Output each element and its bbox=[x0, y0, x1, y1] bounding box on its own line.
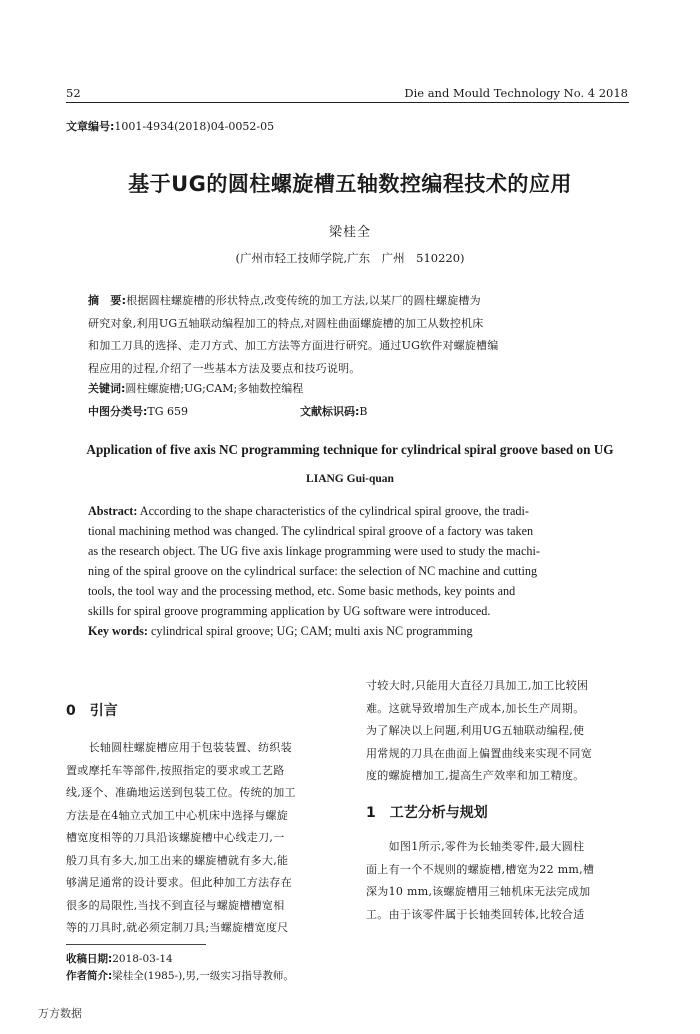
body-line: 置或摩托车等部件,按照指定的要求或工艺路 bbox=[66, 763, 285, 777]
body-line: 如图1所示,零件为长轴类零件,最大圆柱 bbox=[366, 840, 585, 853]
header-rule bbox=[66, 102, 629, 103]
keywords-en-label: Key words: bbox=[88, 624, 148, 638]
abstract-cn-line: 和加工刀具的选择、走刀方式、加工方法等方面进行研究。通过UG软件对螺旋槽编 bbox=[88, 339, 499, 352]
body-line: 寸较大时,只能用大直径刀具加工,加工比较困 bbox=[366, 679, 589, 692]
abstract-en-line: tional machining method was changed. The cylindrical spiral groove of a factory was taken bbox=[88, 524, 534, 538]
abstract-en bbox=[88, 501, 633, 641]
abstract-cn-line: 摘 要:根据圆柱螺旋槽的形状特点,改变传统的加工方法,以某厂的圆柱螺旋槽为 bbox=[88, 294, 481, 307]
body-line: 线,逐个、准确地运送到包装工位。传统的加工 bbox=[66, 786, 296, 799]
watermark: 万方数据 bbox=[38, 1007, 82, 1020]
abstract-cn bbox=[88, 290, 628, 380]
footnote-bio bbox=[66, 968, 294, 985]
article-number-label: 文章编号: bbox=[66, 120, 115, 133]
keywords-cn bbox=[88, 380, 303, 396]
received-date: 2018-03-14 bbox=[112, 953, 173, 965]
keywords-cn-value: 圆柱螺旋槽;UG;CAM;多轴数控编程 bbox=[125, 382, 304, 395]
keywords-en bbox=[88, 621, 633, 641]
received-label: 收稿日期: bbox=[66, 953, 113, 965]
body-line: 深为10 mm,该螺旋槽用三轴机床无法完成加 bbox=[366, 885, 591, 898]
section-1-body bbox=[366, 836, 636, 926]
abstract-en-line: as the research object. The UG five axis linkage programming were used to study the machi- bbox=[88, 544, 540, 558]
body-line: 为了解决以上问题,利用UG五轴联动编程,使 bbox=[366, 724, 585, 737]
abstract-en-line: tools, the tool way and the processing method, etc. Some basic methods, key points and bbox=[88, 584, 516, 598]
bio-label: 作者简介: bbox=[66, 970, 113, 982]
body-line: 用常规的刀具在曲面上偏置曲线来实现不同宽 bbox=[366, 746, 592, 760]
abstract-cn-line: 程应用的过程,介绍了一些基本方法及要点和技巧说明。 bbox=[88, 361, 361, 375]
section-0-body bbox=[66, 737, 336, 940]
author-en: LIANG Gui-quan bbox=[306, 473, 394, 485]
article-number-value: 1001-4934(2018)04-0052-05 bbox=[114, 120, 275, 133]
doc-code-value: B bbox=[359, 405, 368, 418]
page-number: 52 bbox=[66, 86, 81, 100]
body-line: 难。这就导致增加生产成本,加长生产周期。 bbox=[366, 701, 585, 715]
section-0-heading: 0 引言 bbox=[66, 703, 118, 719]
right-column-body bbox=[366, 675, 636, 788]
doc-code-label: 文献标识码: bbox=[300, 405, 360, 418]
journal-name: Die and Mould Technology No. 4 2018 bbox=[404, 86, 628, 100]
bio-text: 梁桂全(1985-),男,一级实习指导教师。 bbox=[112, 970, 294, 982]
body-line: 等的刀具时,就必须定制刀具;当螺旋槽宽度尺 bbox=[66, 921, 289, 934]
abstract-en-line: Abstract: According to the shape characteristics of the cylindrical spiral groove, the tradi- bbox=[88, 504, 529, 518]
section-1-heading: 1 工艺分析与规划 bbox=[366, 805, 488, 821]
keywords-en-value: cylindrical spiral groove; UG; CAM; multi axis NC programming bbox=[150, 624, 473, 638]
abstract-en-line: skills for spiral groove programming application by UG software were introduced. bbox=[88, 604, 491, 618]
abstract-en-line: ning of the spiral groove on the cylindrical surface: the selection of NC machine and cutting bbox=[88, 564, 538, 578]
body-line: 长轴圆柱螺旋槽应用于包装装置、纺织装 bbox=[66, 741, 292, 754]
author-cn: 梁桂全 bbox=[328, 225, 371, 240]
footnote-rule bbox=[66, 944, 206, 945]
abstract-cn-line: 研究对象,利用UG五轴联动编程加工的特点,对圆柱曲面螺旋槽的加工从数控机床 bbox=[88, 316, 484, 330]
clc-label: 中图分类号: bbox=[88, 405, 148, 418]
document-code bbox=[300, 403, 368, 419]
body-line: 槽宽度相等的刀具沿该螺旋槽中心线走刀,一 bbox=[66, 831, 285, 844]
affiliation-cn: (广州市轻工技师学院,广东 广州 510220) bbox=[235, 251, 465, 265]
footnote bbox=[66, 951, 294, 985]
body-line: 工。由于该零件属于长轴类回转体,比较合适 bbox=[366, 907, 585, 921]
footnote-received bbox=[66, 951, 294, 968]
abstract-cn-label: 摘 要: bbox=[88, 294, 127, 307]
body-line: 般刀具有多大,加工出来的螺旋槽就有多大,能 bbox=[66, 853, 289, 867]
title-en: Application of five axis NC programming technique for cylindrical spiral groove based on UG bbox=[86, 442, 614, 457]
body-line: 够满足通常的设计要求。但此种加工方法存在 bbox=[66, 876, 292, 889]
body-line: 面上有一个不规则的螺旋槽,槽宽为22 mm,槽 bbox=[366, 862, 595, 876]
abstract-en-label: Abstract: bbox=[88, 504, 138, 518]
clc-number bbox=[88, 403, 188, 419]
body-line: 度的螺旋槽加工,提高生产效率和加工精度。 bbox=[366, 769, 585, 782]
clc-value: TG 659 bbox=[147, 405, 189, 418]
title-cn: 基于UG的圆柱螺旋槽五轴数控编程技术的应用 bbox=[128, 172, 572, 196]
keywords-cn-label: 关键词: bbox=[88, 382, 126, 395]
body-line: 方法是在4轴立式加工中心机床中选择与螺旋 bbox=[66, 808, 288, 822]
body-line: 很多的局限性,当找不到直径与螺旋槽槽宽相 bbox=[66, 898, 285, 912]
article-number bbox=[66, 118, 274, 134]
